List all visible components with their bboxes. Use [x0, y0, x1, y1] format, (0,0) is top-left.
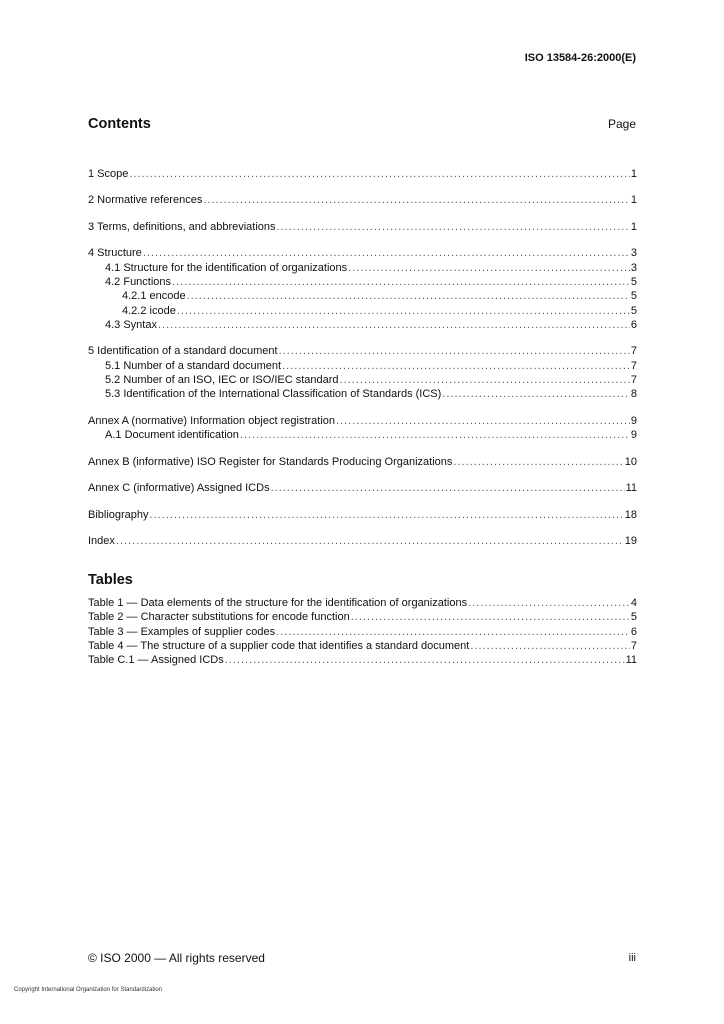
footer-copyright: © ISO 2000 — All rights reserved — [88, 951, 265, 965]
dot-leader — [453, 455, 623, 469]
toc-entry[interactable] — [88, 373, 637, 387]
toc-entry[interactable] — [88, 167, 637, 181]
dot-leader — [271, 481, 625, 495]
toc-entry-page: 3 — [630, 247, 637, 260]
dot-leader — [203, 193, 630, 207]
dot-leader — [277, 220, 630, 234]
tables-heading: Tables — [88, 572, 133, 588]
table-entry-text: Table 1 — Data elements of the structure for the identification of organizations — [88, 597, 468, 609]
toc-entry[interactable] — [88, 508, 637, 522]
table-list-entry[interactable] — [88, 625, 637, 639]
dot-leader — [240, 428, 630, 442]
dot-leader — [442, 387, 630, 401]
dot-leader — [143, 246, 630, 260]
toc-entry-page: 3 — [630, 261, 637, 274]
table-list-entry[interactable] — [88, 653, 637, 667]
toc-entry[interactable] — [88, 481, 637, 495]
dot-leader — [225, 653, 625, 667]
table-entry-text: Table 3 — Examples of supplier codes — [88, 625, 276, 638]
table-entry-page: 4 — [630, 597, 637, 609]
toc-entry[interactable] — [88, 428, 637, 442]
copyright-watermark: Copyright International Organization for Standardization — [14, 987, 163, 993]
toc-entry-page: 18 — [624, 508, 637, 521]
dot-leader — [348, 261, 630, 275]
toc-entry-page: 7 — [630, 345, 637, 358]
table-of-contents — [88, 167, 637, 548]
dot-leader — [187, 289, 630, 303]
dot-leader — [129, 167, 630, 181]
toc-entry-page: 9 — [630, 414, 637, 427]
toc-entry-text: 5 Identification of a standard document — [88, 345, 278, 358]
toc-entry[interactable] — [88, 261, 637, 275]
toc-entry-text: 4.2.1 encode — [122, 290, 186, 303]
toc-entry-text: 4.2 Functions — [105, 276, 172, 289]
toc-entry-page: 9 — [630, 429, 637, 442]
page-column-label: Page — [607, 117, 636, 131]
toc-entry-text: 2 Normative references — [88, 194, 203, 207]
toc-entry-page: 7 — [630, 359, 637, 372]
list-of-tables — [88, 596, 637, 667]
toc-entry[interactable] — [88, 318, 637, 332]
toc-entry-text: 3 Terms, definitions, and abbreviations — [88, 220, 276, 233]
table-entry-text: Table C.1 — Assigned ICDs — [88, 654, 224, 667]
toc-entry[interactable] — [88, 455, 637, 469]
table-list-entry[interactable] — [88, 639, 637, 653]
dot-leader — [172, 275, 630, 289]
toc-entry[interactable] — [88, 359, 637, 373]
toc-entry[interactable] — [88, 246, 637, 260]
toc-entry-text: Annex B (informative) ISO Register for Standards Producing Organizations — [88, 455, 453, 468]
dot-leader — [468, 596, 630, 610]
toc-entry-text: A.1 Document identification — [105, 429, 239, 442]
toc-entry-text: Annex C (informative) Assigned ICDs — [88, 482, 270, 495]
dot-leader — [158, 318, 630, 332]
dot-leader — [150, 508, 624, 522]
dot-leader — [351, 610, 630, 624]
toc-entry-text: Annex A (normative) Information object registration — [88, 414, 336, 427]
table-entry-page: 6 — [630, 625, 637, 638]
toc-entry[interactable] — [88, 193, 637, 207]
toc-entry-text: 1 Scope — [88, 168, 129, 180]
toc-entry-text: 5.1 Number of a standard document — [105, 359, 282, 372]
toc-entry-page: 11 — [625, 482, 637, 495]
table-entry-page: 5 — [630, 611, 637, 624]
toc-entry-text: 5.3 Identification of the International Classification of Standards (ICS) — [105, 388, 442, 401]
contents-heading: Contents — [88, 116, 151, 132]
toc-entry-text: 4.3 Syntax — [105, 318, 157, 331]
toc-entry-page: 5 — [630, 290, 637, 303]
table-list-entry[interactable] — [88, 596, 637, 610]
toc-entry-text: 4.2.2 icode — [122, 304, 176, 317]
toc-entry[interactable] — [88, 344, 637, 358]
toc-entry[interactable] — [88, 387, 637, 401]
toc-entry-page: 1 — [630, 220, 637, 233]
toc-entry-page: 8 — [630, 388, 637, 401]
dot-leader — [470, 639, 630, 653]
dot-leader — [282, 359, 630, 373]
toc-entry[interactable] — [88, 289, 637, 303]
toc-entry-page: 19 — [624, 535, 637, 548]
toc-entry-page: 1 — [630, 168, 637, 180]
document-id: ISO 13584-26:2000(E) — [524, 52, 636, 64]
dot-leader — [340, 373, 630, 387]
toc-entry[interactable] — [88, 304, 637, 318]
table-entry-text: Table 2 — Character substitutions for encode function — [88, 611, 350, 624]
toc-entry-page: 10 — [624, 455, 637, 468]
toc-entry-page: 7 — [630, 374, 637, 387]
dot-leader — [276, 625, 630, 639]
toc-entry-text: Bibliography — [88, 508, 149, 521]
table-entry-page: 7 — [630, 639, 637, 652]
toc-entry-page: 6 — [630, 318, 637, 331]
table-entry-page: 11 — [625, 654, 637, 667]
toc-entry-text: 4 Structure — [88, 247, 142, 260]
toc-entry-text: 5.2 Number of an ISO, IEC or ISO/IEC standard — [105, 374, 339, 387]
dot-leader — [116, 534, 624, 548]
dot-leader — [177, 304, 630, 318]
table-entry-text: Table 4 — The structure of a supplier code that identifies a standard document — [88, 639, 470, 652]
toc-entry[interactable] — [88, 414, 637, 428]
toc-entry-page: 5 — [630, 276, 637, 289]
toc-entry[interactable] — [88, 275, 637, 289]
toc-entry-text: 4.1 Structure for the identification of organizations — [105, 261, 348, 274]
footer-page-number: iii — [628, 952, 636, 964]
toc-entry[interactable] — [88, 220, 637, 234]
toc-entry-text: Index — [88, 535, 115, 548]
toc-entry-page: 1 — [630, 194, 637, 207]
dot-leader — [279, 344, 630, 358]
toc-entry-page: 5 — [630, 304, 637, 317]
table-list-entry[interactable] — [88, 610, 637, 624]
toc-entry[interactable] — [88, 534, 637, 548]
dot-leader — [336, 414, 630, 428]
